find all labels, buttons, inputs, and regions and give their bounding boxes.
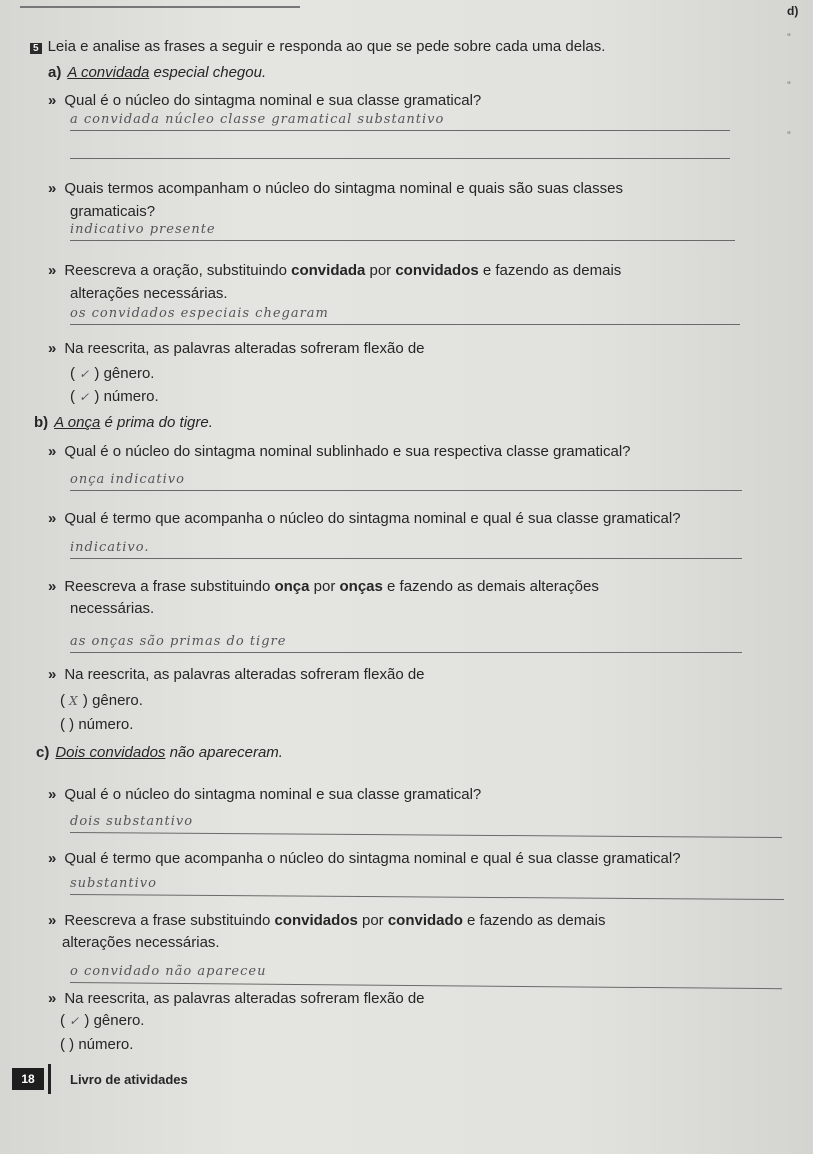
margin-tick: ”: [787, 32, 791, 44]
instructions: [30, 38, 605, 55]
sentence-a: [48, 64, 266, 81]
answer-a2: indicativo presente: [70, 222, 216, 237]
instructions-text: Leia e analise as frases a seguir e responda ao que se pede sobre cada uma delas.: [47, 38, 606, 55]
sentence-c: [36, 744, 283, 761]
question-b3: » Reescreva a frase substituindo onça por onças e fazendo as demais alterações: [48, 578, 599, 595]
top-dash-line: [20, 6, 300, 8]
question-a2: » Quais termos acompanham o núcleo do sintagma nominal e quais são suas classes: [48, 180, 623, 197]
answer-b1: onça indicativo: [70, 472, 185, 487]
label-a: a): [48, 64, 62, 81]
question-a3: » Reescreva a oração, substituindo convidada por convidados e fazendo as demais: [48, 262, 622, 279]
answer-b3: as onças são primas do tigre: [70, 634, 287, 649]
option-a-number[interactable]: ( ✓ ) número.: [70, 388, 159, 405]
option-c-number[interactable]: ( ) número.: [60, 1036, 134, 1053]
answer-line: [70, 490, 742, 491]
option-b-number[interactable]: ( ) número.: [60, 716, 134, 733]
margin-tick: ”: [787, 130, 791, 142]
question-a4: » Na reescrita, as palavras alteradas sofreram flexão de: [48, 340, 425, 357]
answer-a3: os convidados especiais chegaram: [70, 306, 329, 321]
question-b1: » Qual é o núcleo do sintagma nominal sublinhado e sua respectiva classe gramatical?: [48, 443, 631, 460]
answer-line: [70, 558, 742, 559]
corner-label: d): [787, 4, 799, 18]
sentence-b-underlined: A onça: [54, 414, 101, 431]
question-c3-cont: alterações necessárias.: [62, 934, 220, 951]
answer-c3: o convidado não apareceu: [70, 964, 267, 979]
answer-line: [70, 324, 740, 325]
answer-line: [70, 130, 730, 131]
question-c3: » Reescreva a frase substituindo convidados por convidado e fazendo as demais: [48, 912, 606, 929]
exercise-number-badge: 5: [30, 43, 42, 54]
answer-line: [70, 240, 735, 241]
question-c2: » Qual é termo que acompanha o núcleo do sintagma nominal e qual é sua classe gramatical?: [48, 850, 681, 867]
margin-tick: ”: [787, 80, 791, 92]
sentence-c-underlined: Dois convidados: [55, 744, 166, 761]
answer-line: [70, 652, 742, 653]
label-b: b): [34, 414, 49, 431]
answer-line: [70, 894, 784, 900]
book-title: Livro de atividades: [70, 1072, 188, 1087]
question-a3-cont: alterações necessárias.: [70, 285, 228, 302]
answer-line: [70, 832, 782, 838]
question-b2: » Qual é termo que acompanha o núcleo do sintagma nominal e qual é sua classe gramatical?: [48, 510, 681, 527]
sentence-b: [34, 414, 213, 431]
label-c: c): [36, 744, 50, 761]
answer-line: [70, 982, 782, 989]
question-c4: » Na reescrita, as palavras alteradas sofreram flexão de: [48, 990, 425, 1007]
answer-b2: indicativo.: [70, 540, 150, 555]
answer-c2: substantivo: [70, 876, 157, 891]
answer-line: [70, 158, 730, 159]
question-b3-cont: necessárias.: [70, 600, 155, 617]
question-a1: » Qual é o núcleo do sintagma nominal e sua classe gramatical?: [48, 92, 482, 109]
question-b4: » Na reescrita, as palavras alteradas sofreram flexão de: [48, 666, 425, 683]
footer-divider: [48, 1064, 51, 1094]
sentence-a-underlined: A convidada: [67, 64, 150, 81]
answer-a1: a convidada núcleo classe gramatical substantivo: [70, 112, 445, 127]
answer-c1: dois substantivo: [70, 814, 194, 829]
page-number: 18: [12, 1068, 44, 1090]
sentence-a-rest: especial chegou.: [149, 64, 267, 81]
option-b-gender[interactable]: ( X ) gênero.: [60, 692, 143, 709]
question-a2-cont: gramaticais?: [70, 203, 156, 220]
sentence-c-rest: não apareceram.: [165, 744, 283, 761]
option-c-gender[interactable]: ( ✓ ) gênero.: [60, 1012, 145, 1029]
sentence-b-rest: é prima do tigre.: [100, 414, 213, 431]
question-c1: » Qual é o núcleo do sintagma nominal e sua classe gramatical?: [48, 786, 482, 803]
option-a-gender[interactable]: ( ✓ ) gênero.: [70, 365, 155, 382]
